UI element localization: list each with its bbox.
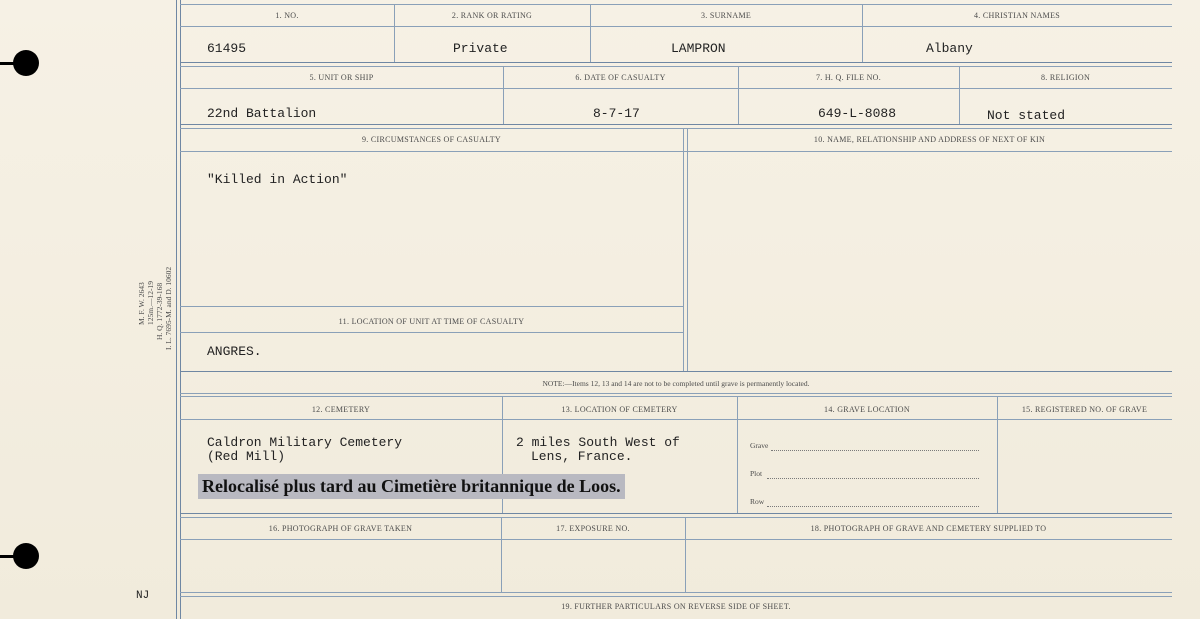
header-next-of-kin: 10. NAME, RELATIONSHIP AND ADDRESS OF NEXT OF KIN [813,135,1046,144]
row2-top [180,66,1172,67]
value-rank: Private [453,41,508,56]
header-further: 19. FURTHER PARTICULARS ON REVERSE SIDE OF SHEET. [561,602,791,611]
form-code-2: 125m.—12-19 [146,281,155,325]
form-code-1: M. F. W. 2643 [137,282,146,325]
punch-hole-bottom-tail [0,555,18,558]
plot-label: Plot [750,469,763,478]
header-photo-taken: 16. PHOTOGRAPH OF GRAVE TAKEN [268,524,413,533]
row5-sub [180,539,1172,540]
loc-top [180,306,683,307]
value-circumstances: "Killed in Action" [207,172,348,187]
value-unit: 22nd Battalion [207,106,317,121]
header-cemetery: 12. CEMETERY [311,405,371,414]
header-location-unit: 11. LOCATION OF UNIT AT TIME OF CASUALTY [338,317,525,326]
row3-div [683,128,684,371]
form-code-4: I. L. 7695-M. and D. 10602 [164,266,173,350]
row3-sub [180,151,1172,152]
value-no: 61495 [207,41,247,56]
row6-top [180,596,1172,597]
value-date: 8-7-17 [593,106,640,121]
row-dots [767,506,979,507]
header-photo-supplied: 18. PHOTOGRAPH OF GRAVE AND CEMETERY SUPPLIED TO [810,524,1047,533]
margin-line [176,0,177,619]
header-circumstances: 9. CIRCUMSTANCES OF CASUALTY [361,135,502,144]
row-label: Row [750,497,765,506]
form-code-3: H. Q. 1772-39-168 [155,282,164,340]
row3-div-b [687,128,688,371]
relocation-note: Relocalisé plus tard au Cimetière britannique de Loos. [198,474,625,499]
row2-bottom [180,124,1172,125]
row5-bottom [180,592,1172,593]
row1-bottom [180,62,1172,63]
value-christian-names: Albany [926,41,973,56]
note-bottom [180,393,1172,394]
row2-sub [180,88,1172,89]
plot-dots [767,478,979,479]
header-grave-location: 14. GRAVE LOCATION [824,405,910,414]
value-religion: Not stated [987,108,1066,123]
row4-sub [180,419,1172,420]
row5-top [180,517,1172,518]
header-rank: 2. RANK OR RATING [451,11,533,20]
row4-top [180,396,1172,397]
grave-dots [771,450,979,451]
value-cemetery-line2: (Red Mill) [207,449,286,464]
value-location-unit: ANGRES. [207,344,262,359]
punch-hole-top-tail [0,62,18,65]
header-location-cemetery: 13. LOCATION OF CEMETERY [561,405,678,414]
row3-top [180,128,1172,129]
value-location-cemetery-line1: 2 miles South West of [516,435,680,450]
grave-label: Grave [750,441,769,450]
row4-bottom [180,513,1172,514]
header-date: 6. DATE OF CASUALTY [575,73,666,82]
header-hq-file: 7. H. Q. FILE NO. [815,73,882,82]
header-christian-names: 4. CHRISTIAN NAMES [973,11,1061,20]
row1-top [180,4,1172,5]
row1-sub [180,26,1172,27]
header-no: 1. NO. [275,11,299,20]
header-registered-no: 15. REGISTERED NO. OF GRAVE [1021,405,1148,414]
row3-bottom [180,371,1172,372]
header-religion: 8. RELIGION [1040,73,1091,82]
header-surname: 3. SURNAME [700,11,752,20]
header-unit: 5. UNIT OR SHIP [309,73,374,82]
note-text: NOTE:—Items 12, 13 and 14 are not to be completed until grave is permanently located. [542,379,810,388]
value-hq-file: 649-L-8088 [818,106,897,121]
loc-sub [180,332,683,333]
header-exposure: 17. EXPOSURE NO. [556,524,630,533]
value-cemetery-line1: Caldron Military Cemetery [207,435,403,450]
value-location-cemetery-line2: Lens, France. [531,449,633,464]
value-surname: LAMPRON [671,41,726,56]
initials: NJ [136,590,150,602]
